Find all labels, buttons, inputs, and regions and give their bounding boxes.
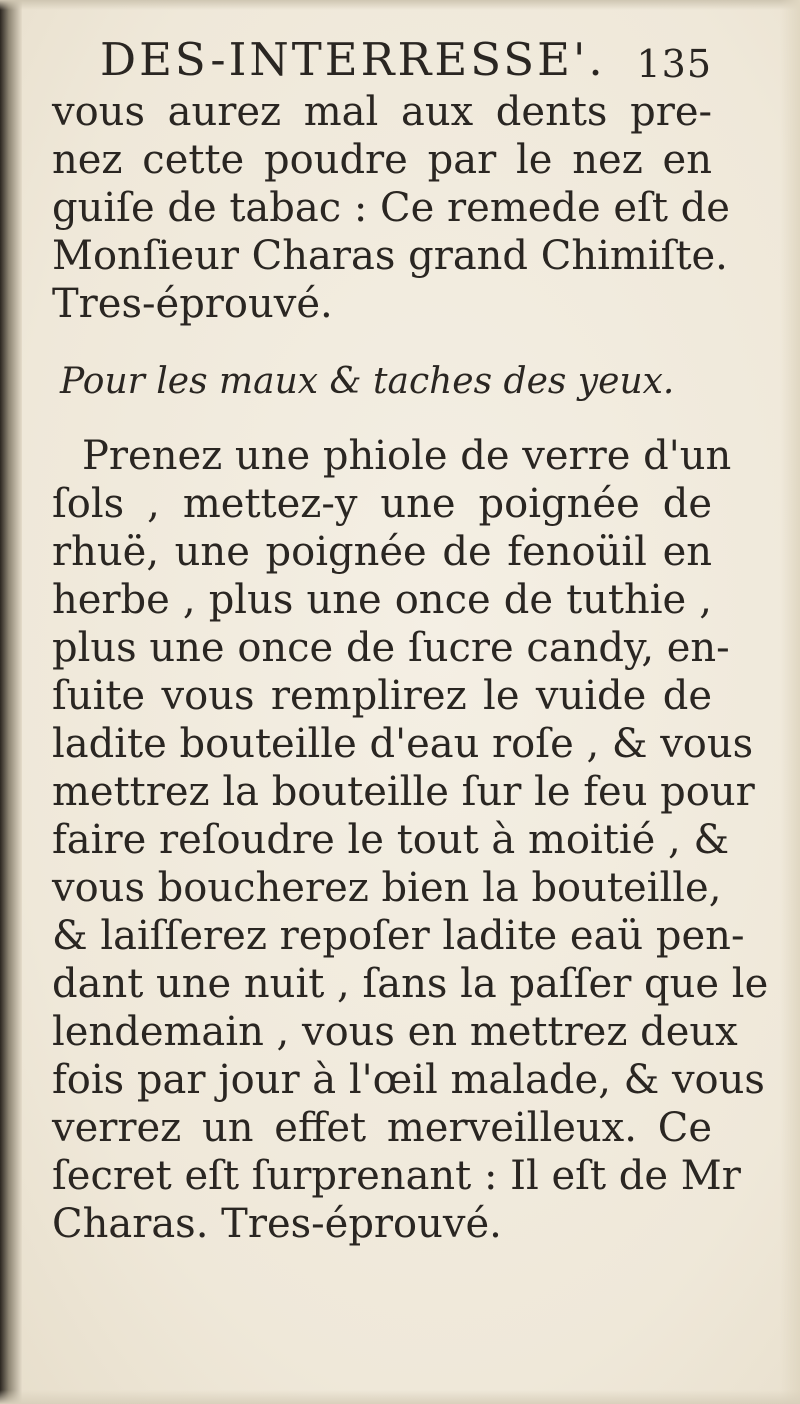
text-line: vous boucherez bien la bouteille, (52, 865, 722, 911)
text-line: ſuite vous remplirez le vuide de (52, 673, 712, 719)
text-line: guiſe de tabac : Ce remede eſt de (52, 185, 730, 231)
text-line: ladite bouteille d'eau roſe , & vous (52, 721, 754, 767)
binding-shadow (0, 0, 22, 1404)
text-line: nez cette poudre par le nez en (52, 137, 712, 183)
text-line: dant une nuit , ſans la paſſer que le (52, 961, 769, 1007)
text-line: plus une once de ſucre candy, en- (52, 625, 730, 671)
text-line: mettrez la bouteille ſur le feu pour (52, 769, 755, 815)
text-line: Prenez une phiole de verre d'un (82, 433, 732, 479)
text-block (52, 28, 769, 1248)
text-line: Charas. Tres-éprouvé. (52, 1201, 502, 1247)
text-line: rhuë, une poignée de fenoüil en (52, 529, 712, 575)
paragraph-1 (52, 88, 730, 328)
text-line: verrez un effet merveilleux. Ce (52, 1105, 712, 1151)
text-line: Tres-éprouvé. (52, 281, 333, 327)
running-head-title: DES-INTERRESSE'. (100, 33, 606, 86)
page-top-edge (0, 0, 800, 10)
text-line: & laiſſerez repoſer ladite eaü pen- (52, 913, 745, 959)
text-line: fois par jour à l'œil malade, & vous (52, 1057, 765, 1103)
text-line: lendemain , vous en mettrez deux (52, 1009, 738, 1055)
text-line: ſols , mettez-y une poignée de (52, 481, 712, 527)
text-line: vous aurez mal aux dents pre- (52, 89, 712, 135)
text-line: faire reſoudre le tout à moitié , & (52, 817, 730, 863)
page-right-edge (780, 0, 800, 1404)
page-bottom-edge (0, 1390, 800, 1404)
page-number: 135 (636, 42, 712, 86)
section-heading: Pour les maux & taches des yeux. (60, 361, 675, 402)
paragraph-2 (52, 432, 769, 1248)
text-line: Monſieur Charas grand Chimiſte. (52, 233, 728, 279)
text-line: ſecret eſt ſurprenant : Il eſt de Mr (52, 1153, 741, 1199)
running-head (52, 28, 712, 88)
text-line: herbe , plus une once de tuthie , (52, 577, 712, 623)
